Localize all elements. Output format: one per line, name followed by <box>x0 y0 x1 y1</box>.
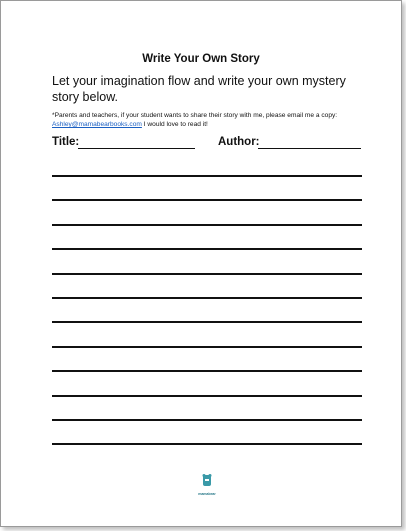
writing-line[interactable] <box>52 321 362 323</box>
writing-line[interactable] <box>52 346 362 348</box>
writing-line[interactable] <box>52 370 362 372</box>
logo-text: mamabear <box>198 492 216 496</box>
writing-line[interactable] <box>52 175 362 177</box>
writing-line[interactable] <box>52 248 362 250</box>
writing-line[interactable] <box>52 199 362 201</box>
writing-line[interactable] <box>52 224 362 226</box>
author-field-line[interactable] <box>258 148 361 149</box>
intro-text: Let your imagination flow and write your own mystery story below. <box>52 74 346 104</box>
parent-note-prefix: *Parents and teachers, if your student wants to share their story with me, please email me a copy: <box>52 112 338 119</box>
writing-line[interactable] <box>52 395 362 397</box>
writing-line[interactable] <box>52 297 362 299</box>
writing-line[interactable] <box>52 419 362 421</box>
bear-logo-icon <box>201 473 213 487</box>
writing-line[interactable] <box>52 273 362 275</box>
title-label: Title: <box>52 136 80 148</box>
writing-line[interactable] <box>52 443 362 445</box>
author-label: Author: <box>218 136 260 148</box>
worksheet-title: Write Your Own Story <box>142 53 260 65</box>
parent-note-suffix: I would love to read it! <box>141 121 208 128</box>
title-field-line[interactable] <box>78 148 195 149</box>
publisher-logo <box>194 473 220 496</box>
email-link[interactable]: Ashley@mamabearbooks.com <box>52 121 142 128</box>
parent-note <box>52 111 367 129</box>
